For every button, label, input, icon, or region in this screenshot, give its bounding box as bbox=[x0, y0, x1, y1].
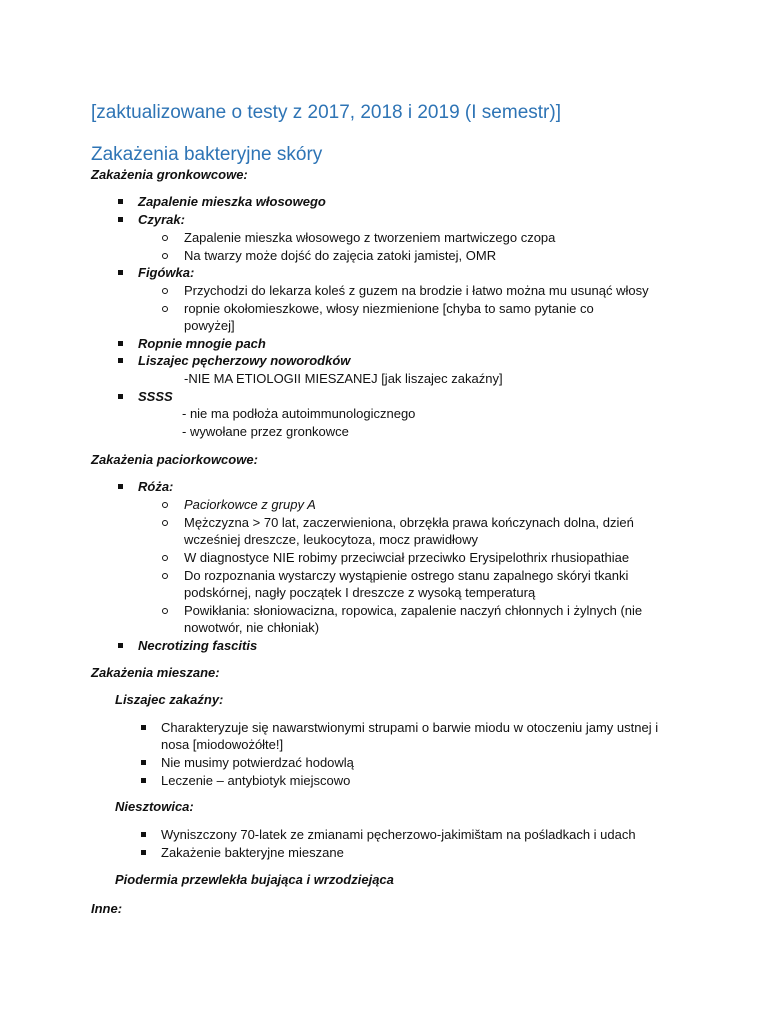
square-bullet bbox=[118, 394, 123, 399]
circle-bullet bbox=[162, 555, 168, 561]
square-bullet bbox=[141, 760, 146, 765]
list-subitem: Do rozpoznania wystarczy wystąpienie ostrego stanu zapalnego skóryi tkanki bbox=[184, 568, 629, 583]
list-subitem-continued: powyżej] bbox=[184, 318, 235, 333]
list-item: Róża: bbox=[138, 479, 174, 494]
list-item: Zakażenie bakteryjne mieszane bbox=[161, 845, 344, 860]
square-bullet bbox=[118, 643, 123, 648]
subsection-title-mixed: Zakażenia mieszane: bbox=[91, 665, 220, 680]
circle-bullet bbox=[162, 502, 168, 508]
circle-bullet bbox=[162, 608, 168, 614]
list-item: Necrotizing fascitis bbox=[138, 638, 258, 653]
square-bullet bbox=[141, 725, 146, 730]
list-subitem-continued: podskórnej, nagły początek I dreszcze z wysoką temperaturą bbox=[184, 585, 536, 600]
list-item: Ropnie mnogie pach bbox=[138, 336, 266, 351]
list-subitem-continued: nowotwór, nie chłoniak) bbox=[184, 620, 320, 635]
circle-bullet bbox=[162, 253, 168, 259]
square-bullet bbox=[118, 199, 123, 204]
list-item: SSSS bbox=[138, 389, 173, 404]
subsection-title-staph: Zakażenia gronkowcowe: bbox=[91, 167, 248, 182]
list-item: Wyniszczony 70-latek ze zmianami pęcherzowo-jakimištam na pośladkach i udach bbox=[161, 827, 636, 842]
sub-subsection-title: Liszajec zakaźny: bbox=[115, 692, 224, 707]
list-item: Figówka: bbox=[138, 265, 195, 280]
list-item: Liszajec pęcherzowy noworodków bbox=[138, 353, 351, 368]
subsection-title-strep: Zakażenia paciorkowcowe: bbox=[91, 452, 258, 467]
circle-bullet bbox=[162, 288, 168, 294]
list-subitem: Zapalenie mieszka włosowego z tworzeniem martwiczego czopa bbox=[184, 230, 556, 245]
sub-subsection-title: Niesztowica: bbox=[115, 799, 194, 814]
square-bullet bbox=[118, 358, 123, 363]
square-bullet bbox=[118, 341, 123, 346]
square-bullet bbox=[118, 217, 123, 222]
list-subitem: Powikłania: słoniowacizna, ropowica, zapalenie naczyń chłonnych i żylnych (nie bbox=[184, 603, 643, 618]
document-header-note: [zaktualizowane o testy z 2017, 2018 i 2019 (I semestr)] bbox=[91, 102, 561, 123]
list-subitem: Na twarzy może dojść do zajęcia zatoki jamistej, OMR bbox=[184, 248, 497, 263]
list-item: Zapalenie mieszka włosowego bbox=[138, 194, 326, 209]
list-subitem: Paciorkowce z grupy A bbox=[184, 497, 316, 512]
list-item: Charakteryzuje się nawarstwionymi strupami o barwie miodu w otoczeniu jamy ustnej i bbox=[161, 720, 659, 735]
list-subitem: ropnie okołomieszkowe, włosy niezmienione [chyba to samo pytanie co bbox=[184, 301, 594, 316]
circle-bullet bbox=[162, 573, 168, 579]
square-bullet bbox=[141, 850, 146, 855]
circle-bullet bbox=[162, 520, 168, 526]
list-note: -NIE MA ETIOLOGII MIESZANEJ [jak liszajec zakaźny] bbox=[184, 371, 503, 386]
list-subitem: Przychodzi do lekarza koleś z guzem na brodzie i łatwo można mu usunąć włosy bbox=[184, 283, 649, 298]
list-subitem: Mężczyzna > 70 lat, zaczerwieniona, obrzękła prawa kończynach dolna, dzień bbox=[184, 515, 634, 530]
list-subitem: W diagnostyce NIE robimy przeciwciał przeciwko Erysipelothrix rhusiopathiae bbox=[184, 550, 630, 565]
square-bullet bbox=[141, 778, 146, 783]
circle-bullet bbox=[162, 306, 168, 312]
subsection-title-other: Inne: bbox=[91, 901, 123, 916]
list-note: - wywołane przez gronkowce bbox=[182, 424, 349, 439]
circle-bullet bbox=[162, 235, 168, 241]
list-item-continued: nosa [miodowożółte!] bbox=[161, 737, 284, 752]
square-bullet bbox=[141, 832, 146, 837]
list-item: Leczenie – antybiotyk miejscowo bbox=[161, 773, 351, 788]
sub-subsection-title: Piodermia przewlekła bujająca i wrzodziejąca bbox=[115, 872, 394, 887]
section-heading: Zakażenia bakteryjne skóry bbox=[91, 144, 323, 165]
list-note: - nie ma podłoża autoimmunologicznego bbox=[182, 406, 416, 421]
list-item: Nie musimy potwierdzać hodowlą bbox=[161, 755, 354, 770]
square-bullet bbox=[118, 270, 123, 275]
list-item: Czyrak: bbox=[138, 212, 185, 227]
square-bullet bbox=[118, 484, 123, 489]
list-subitem-continued: wcześniej dreszcze, leukocytoza, mocz prawidłowy bbox=[184, 532, 479, 547]
